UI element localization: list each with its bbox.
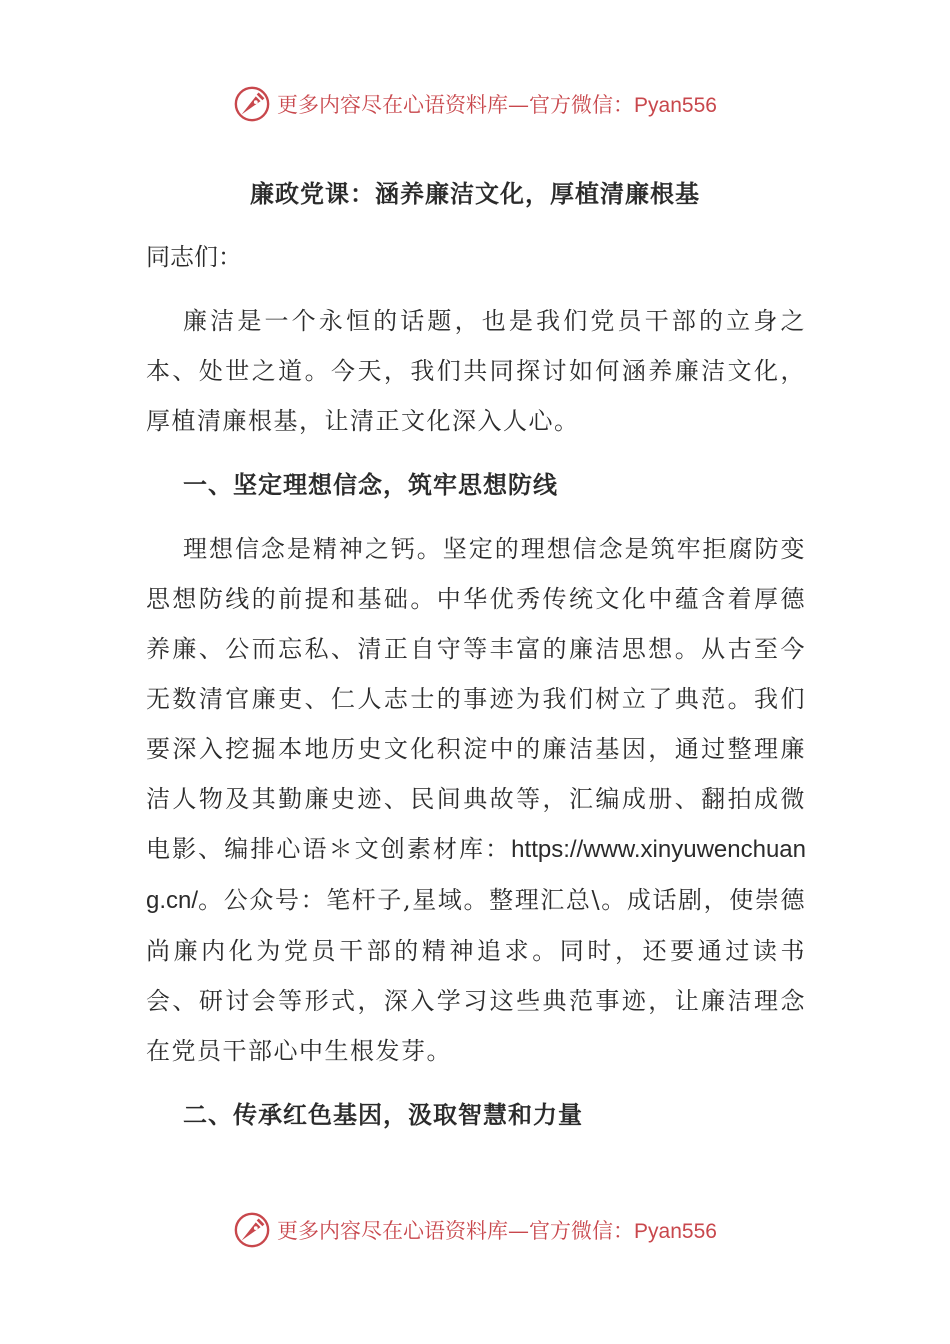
resource-url: https://www.xinyuwenchuang.cn/ [146,836,806,914]
footer-banner-text: 更多内容尽在心语资料库—官方微信：Pyan556 [277,1219,717,1243]
wechat-id: Pyan556 [634,94,717,117]
pen-nib-icon [233,1211,271,1249]
intro-paragraph: 廉洁是一个永恒的话题，也是我们党员干部的立身之本、处世之道。今天，我们共同探讨如何涵养廉洁文化，厚植清廉根基，让清正文化深入人心。 [146,307,806,435]
page-title: 廉政党课：涵养廉洁文化，厚植清廉根基 [250,179,700,208]
pen-nib-icon [233,85,271,123]
section-1-heading: 一、坚定理想信念，筑牢思想防线 [183,470,558,499]
header-banner [0,82,950,126]
footer-wechat-id: Pyan556 [634,1220,717,1243]
banner-text: 更多内容尽在心语资料库—官方微信：Pyan556 [277,93,717,117]
salutation: 同志们： [146,243,242,271]
document-body [146,232,806,1154]
footer-banner [0,1208,950,1252]
section-1-paragraph: 理想信念是精神之钙。坚定的理想信念是筑牢拒腐防变思想防线的前提和基础。中华优秀传统文化中蕴含着厚德养廉、公而忘私、清正自守等丰富的廉洁思想。从古至今无数清官廉吏、仁人志士的事迹为我们树立了典范。我们要深入挖掘本地历史文化积淀中的廉洁基因，通过整理廉洁人物及其勤廉史迹、民间典故等，汇编成册、翻拍成微电影、编排心语＊文创素材库：https://www.xinyuwenchuang.cn/。公众号：笔杆子,星域。整理汇总\。成话剧，使崇德尚廉内化为党员干部的精神追求。同时，还要通过读书会、研讨会等形式，深入学习这些典范事迹，让廉洁理念在党员干部心中生根发芽。 [146,535,806,1065]
section-2-heading: 二、传承红色基因，汲取智慧和力量 [183,1100,583,1129]
